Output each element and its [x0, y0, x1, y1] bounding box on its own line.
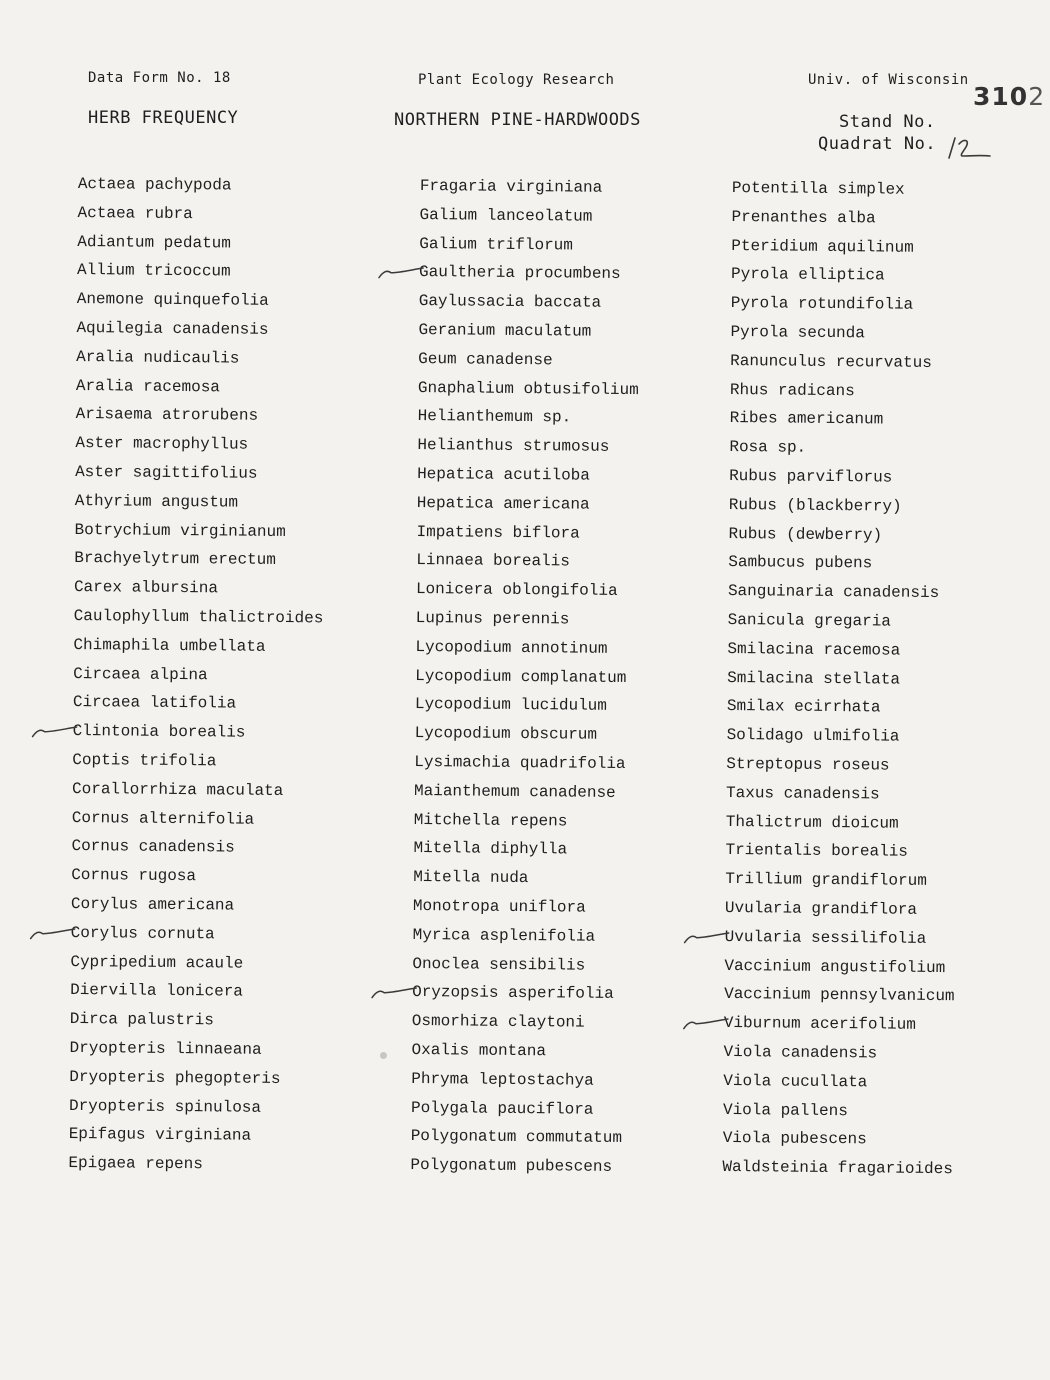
- species-name: Rosa sp.: [729, 438, 807, 457]
- species-name: Helianthus strumosus: [417, 436, 610, 457]
- species-name: Pyrola rotundifolia: [730, 294, 914, 314]
- species-row: [77, 228, 327, 259]
- species-row: [731, 232, 962, 263]
- species-row: [419, 287, 640, 318]
- species-row: [414, 719, 635, 750]
- species-name: Ribes americanum: [729, 409, 884, 429]
- species-name: Myrica asplenifolia: [412, 925, 596, 946]
- species-name: Viola canadensis: [723, 1042, 878, 1063]
- species-row: [728, 520, 959, 551]
- species-name: Thalictrum dioicum: [725, 812, 899, 833]
- species-row: [414, 806, 635, 837]
- species-row: [76, 314, 326, 345]
- species-name: Rubus (blackberry): [728, 495, 902, 516]
- species-row: [724, 1009, 955, 1040]
- species-row: [722, 1153, 953, 1184]
- form-number: Data Form No. 18: [88, 70, 231, 86]
- species-name: Clintonia borealis: [72, 722, 246, 742]
- species-name: Solidago ulmifolia: [726, 726, 900, 746]
- species-row: [417, 460, 638, 491]
- species-row: [74, 544, 324, 575]
- species-name: Actaea rubra: [77, 203, 193, 223]
- species-row: [419, 201, 640, 232]
- species-row: [729, 491, 960, 522]
- species-name: Pyrola secunda: [730, 322, 865, 343]
- species-name: Polygala pauciflora: [410, 1098, 594, 1119]
- species-row: [74, 602, 324, 633]
- species-name: Chimaphila umbellata: [73, 635, 266, 656]
- species-row: [418, 316, 639, 347]
- species-row: [732, 174, 963, 205]
- species-row: [413, 921, 634, 952]
- species-row: [723, 1038, 954, 1069]
- species-row: [420, 172, 641, 203]
- species-name: Dryopteris spinulosa: [68, 1096, 262, 1117]
- species-row: [725, 894, 956, 925]
- species-name: Ranunculus recurvatus: [730, 351, 932, 372]
- species-row: [730, 376, 961, 407]
- species-row: [71, 919, 321, 950]
- species-row: [727, 664, 958, 695]
- species-row: [70, 947, 320, 978]
- species-row: [417, 431, 638, 462]
- pencil-check-icon: [377, 264, 425, 282]
- species-row: [730, 404, 961, 435]
- species-name: Mitella diphylla: [413, 839, 568, 859]
- species-row: [418, 374, 639, 405]
- species-row: [412, 1007, 633, 1038]
- species-name: Geum canadense: [418, 349, 553, 370]
- species-row: [411, 1036, 632, 1067]
- species-row: [728, 577, 959, 608]
- pencil-check-icon: [370, 984, 418, 1002]
- species-name: Sanicula gregaria: [727, 610, 892, 631]
- species-row: [730, 347, 961, 378]
- species-name: Aquilegia canadensis: [76, 318, 269, 339]
- stand-label: Stand No.: [839, 112, 936, 132]
- species-name: Botrychium virginianum: [74, 520, 286, 541]
- species-row: [68, 1149, 318, 1180]
- species-row: [72, 746, 322, 777]
- pencil-check-icon: [682, 1015, 730, 1033]
- species-column-2: [410, 172, 641, 1182]
- species-row: [411, 1093, 632, 1124]
- species-row: [76, 343, 326, 374]
- species-name: Diervilla lonicera: [70, 981, 244, 1001]
- species-row: [725, 836, 956, 867]
- university-heading: Univ. of Wisconsin: [808, 72, 969, 88]
- species-name: Sanguinaria canadensis: [727, 582, 940, 603]
- species-name: Geranium maculatum: [418, 320, 592, 341]
- species-name: Oryzopsis asperifolia: [412, 983, 614, 1004]
- species-row: [419, 230, 640, 261]
- species-row: [414, 777, 635, 808]
- species-name: Mitella nuda: [413, 868, 529, 888]
- species-name: Circaea latifolia: [72, 693, 237, 713]
- species-name: Arisaema atrorubens: [75, 405, 259, 426]
- species-row: [69, 1034, 319, 1065]
- species-name: Lysimachia quadrifolia: [414, 752, 626, 773]
- species-name: Potentilla simplex: [731, 178, 905, 199]
- species-row: [726, 721, 957, 752]
- species-name: Cornus canadensis: [71, 837, 235, 857]
- species-row: [74, 516, 324, 547]
- species-name: Linnaea borealis: [416, 551, 570, 571]
- species-row: [726, 808, 957, 839]
- species-row: [77, 285, 327, 316]
- species-row: [727, 692, 958, 723]
- species-row: [70, 1005, 320, 1036]
- species-row: [723, 1095, 954, 1126]
- species-row: [724, 951, 955, 982]
- species-row: [75, 487, 325, 518]
- species-name: Corylus americana: [70, 894, 235, 915]
- species-row: [729, 462, 960, 493]
- species-name: Rubus parviflorus: [729, 466, 893, 487]
- pencil-check-icon: [29, 924, 77, 942]
- species-name: Lycopodium lucidulum: [414, 695, 607, 716]
- species-name: Impatiens biflora: [416, 522, 580, 543]
- species-name: Vaccinium pennsylvanicum: [724, 985, 955, 1006]
- species-row: [76, 372, 326, 403]
- species-row: [413, 892, 634, 923]
- species-row: [723, 1124, 954, 1155]
- quadrat-number-handwritten: [946, 134, 994, 166]
- species-row: [728, 548, 959, 579]
- species-name: Viola pubescens: [722, 1129, 867, 1149]
- species-name: Smilacina stellata: [727, 668, 901, 689]
- species-name: Dryopteris linnaeana: [69, 1038, 262, 1059]
- species-row: [71, 832, 321, 863]
- species-row: [76, 400, 326, 431]
- stand-number-digits: 310: [973, 82, 1029, 111]
- species-row: [411, 1065, 632, 1096]
- species-name: Lycopodium obscurum: [414, 724, 598, 744]
- species-name: Smilacina racemosa: [727, 639, 901, 660]
- species-name: Adiantum pedatum: [77, 232, 232, 253]
- species-name: Galium lanceolatum: [419, 205, 593, 226]
- stand-number-last-digit: 2: [1028, 82, 1046, 111]
- species-row: [723, 1067, 954, 1098]
- species-row: [731, 203, 962, 234]
- species-name: Hepatica americana: [416, 493, 590, 514]
- quadrat-label: Quadrat No.: [818, 134, 937, 154]
- species-row: [418, 402, 639, 433]
- species-row: [725, 923, 956, 954]
- species-row: [725, 865, 956, 896]
- species-name: Phryma leptostachya: [411, 1069, 594, 1090]
- species-column-1: [68, 170, 327, 1180]
- species-name: Aster sagittifolius: [75, 462, 258, 483]
- species-name: Onoclea sensibilis: [412, 954, 586, 975]
- species-row: [75, 458, 325, 489]
- species-row: [416, 604, 637, 635]
- species-name: Streptopus roseus: [726, 754, 890, 775]
- species-name: Viola cucullata: [723, 1071, 868, 1092]
- species-name: Corallorrhiza maculata: [71, 779, 284, 800]
- species-name: Circaea alpina: [73, 664, 208, 684]
- species-name: Smilax ecirrhata: [726, 697, 881, 717]
- species-name: Polygonatum pubescens: [410, 1156, 613, 1176]
- species-name: Trientalis borealis: [725, 841, 909, 862]
- species-row: [69, 1091, 319, 1122]
- species-name: Viola pallens: [722, 1100, 848, 1120]
- species-name: Prenanthes alba: [731, 207, 876, 228]
- community-title: NORTHERN PINE-HARDWOODS: [394, 110, 641, 130]
- species-name: Osmorhiza claytoni: [411, 1012, 585, 1032]
- species-row: [413, 863, 634, 894]
- species-row: [414, 748, 635, 779]
- species-name: Galium triflorum: [419, 234, 574, 255]
- species-row: [416, 575, 637, 606]
- species-row: [410, 1151, 631, 1182]
- species-name: Aster macrophyllus: [75, 434, 249, 454]
- species-name: Polygonatum commutatum: [410, 1127, 623, 1148]
- species-row: [71, 890, 321, 921]
- species-row: [731, 289, 962, 320]
- species-row: [413, 834, 634, 865]
- species-row: [412, 949, 633, 980]
- species-name: Rubus (dewberry): [728, 524, 883, 545]
- species-name: Dirca palustris: [69, 1010, 214, 1030]
- species-row: [72, 804, 322, 835]
- species-row: [78, 170, 328, 201]
- species-row: [730, 318, 961, 349]
- species-row: [724, 980, 955, 1011]
- species-name: Caulophyllum thalictroides: [73, 606, 324, 628]
- species-name: Uvularia grandiflora: [724, 898, 918, 919]
- species-name: Lupinus perennis: [415, 608, 570, 629]
- species-name: Fragaria virginiana: [419, 176, 603, 197]
- species-name: Hepatica acutiloba: [417, 464, 591, 485]
- pencil-check-icon: [31, 723, 79, 741]
- species-name: Oxalis montana: [411, 1040, 547, 1061]
- paper-speck: [380, 1052, 387, 1059]
- species-name: Pteridium aquilinum: [731, 236, 914, 257]
- species-row: [417, 489, 638, 520]
- species-row: [411, 1122, 632, 1153]
- species-row: [419, 258, 640, 289]
- species-name: Dryopteris phegopteris: [69, 1067, 281, 1088]
- species-name: Helianthemum sp.: [417, 407, 572, 427]
- stand-number-handwritten: [973, 82, 1045, 111]
- species-row: [73, 631, 323, 662]
- species-name: Coptis trifolia: [72, 750, 217, 771]
- species-row: [77, 256, 327, 287]
- species-name: Cornus rugosa: [71, 866, 197, 886]
- species-row: [731, 260, 962, 291]
- species-row: [415, 633, 636, 664]
- species-name: Pyrola elliptica: [730, 265, 885, 285]
- species-name: Actaea pachypoda: [77, 174, 232, 195]
- species-name: Gaultheria procumbens: [418, 263, 621, 284]
- species-name: Uvularia sessilifolia: [724, 927, 927, 948]
- species-row: [69, 1120, 319, 1151]
- species-row: [70, 976, 320, 1007]
- species-name: Cornus alternifolia: [71, 808, 255, 829]
- species-row: [728, 606, 959, 637]
- species-name: Corylus cornuta: [70, 923, 215, 944]
- research-heading: Plant Ecology Research: [418, 72, 615, 88]
- species-row: [726, 779, 957, 810]
- species-name: Aralia racemosa: [75, 376, 221, 396]
- species-name: Monotropa uniflora: [412, 896, 586, 917]
- species-row: [412, 978, 633, 1009]
- species-name: Vaccinium angustifolium: [724, 956, 946, 977]
- species-row: [726, 750, 957, 781]
- species-name: Brachyelytrum erectum: [74, 549, 276, 570]
- species-name: Epifagus virginiana: [68, 1125, 252, 1146]
- species-name: Epigaea repens: [68, 1154, 203, 1174]
- species-column-3: [722, 174, 962, 1184]
- species-row: [415, 690, 636, 721]
- form-title: HERB FREQUENCY: [88, 108, 239, 128]
- species-row: [77, 199, 327, 230]
- species-name: Lycopodium annotinum: [415, 637, 608, 658]
- species-row: [74, 573, 324, 604]
- species-row: [75, 429, 325, 460]
- species-name: Viburnum acerifolium: [723, 1014, 916, 1034]
- species-row: [416, 546, 637, 577]
- species-name: Carex albursina: [73, 578, 219, 598]
- species-name: Lycopodium complanatum: [415, 666, 627, 687]
- species-name: Anemone quinquefolia: [76, 290, 269, 311]
- species-name: Sambucus pubens: [728, 553, 873, 573]
- species-name: Athyrium angustum: [74, 491, 239, 512]
- species-name: Waldsteinia fragarioides: [722, 1158, 953, 1179]
- species-row: [73, 660, 323, 691]
- pencil-check-icon: [683, 928, 731, 946]
- species-row: [71, 861, 321, 892]
- species-name: Lonicera oblongifolia: [415, 580, 618, 601]
- species-row: [69, 1063, 319, 1094]
- species-name: Maianthemum canadense: [413, 781, 616, 802]
- species-row: [72, 717, 322, 748]
- species-row: [415, 662, 636, 693]
- species-name: Aralia nudicaulis: [76, 347, 240, 368]
- species-name: Allium tricoccum: [76, 261, 231, 281]
- species-row: [73, 688, 323, 719]
- species-name: Trillium grandiflorum: [725, 870, 927, 891]
- species-name: Taxus canadensis: [725, 783, 880, 804]
- species-name: Rhus radicans: [729, 380, 855, 400]
- species-row: [72, 775, 322, 806]
- species-row: [729, 433, 960, 464]
- species-name: Mitchella repens: [413, 810, 568, 830]
- species-name: Cypripedium acaule: [70, 952, 244, 973]
- species-row: [416, 518, 637, 549]
- species-row: [727, 635, 958, 666]
- species-row: [418, 345, 639, 376]
- species-name: Gnaphalium obtusifolium: [417, 378, 639, 399]
- species-name: Gaylussacia baccata: [418, 292, 602, 312]
